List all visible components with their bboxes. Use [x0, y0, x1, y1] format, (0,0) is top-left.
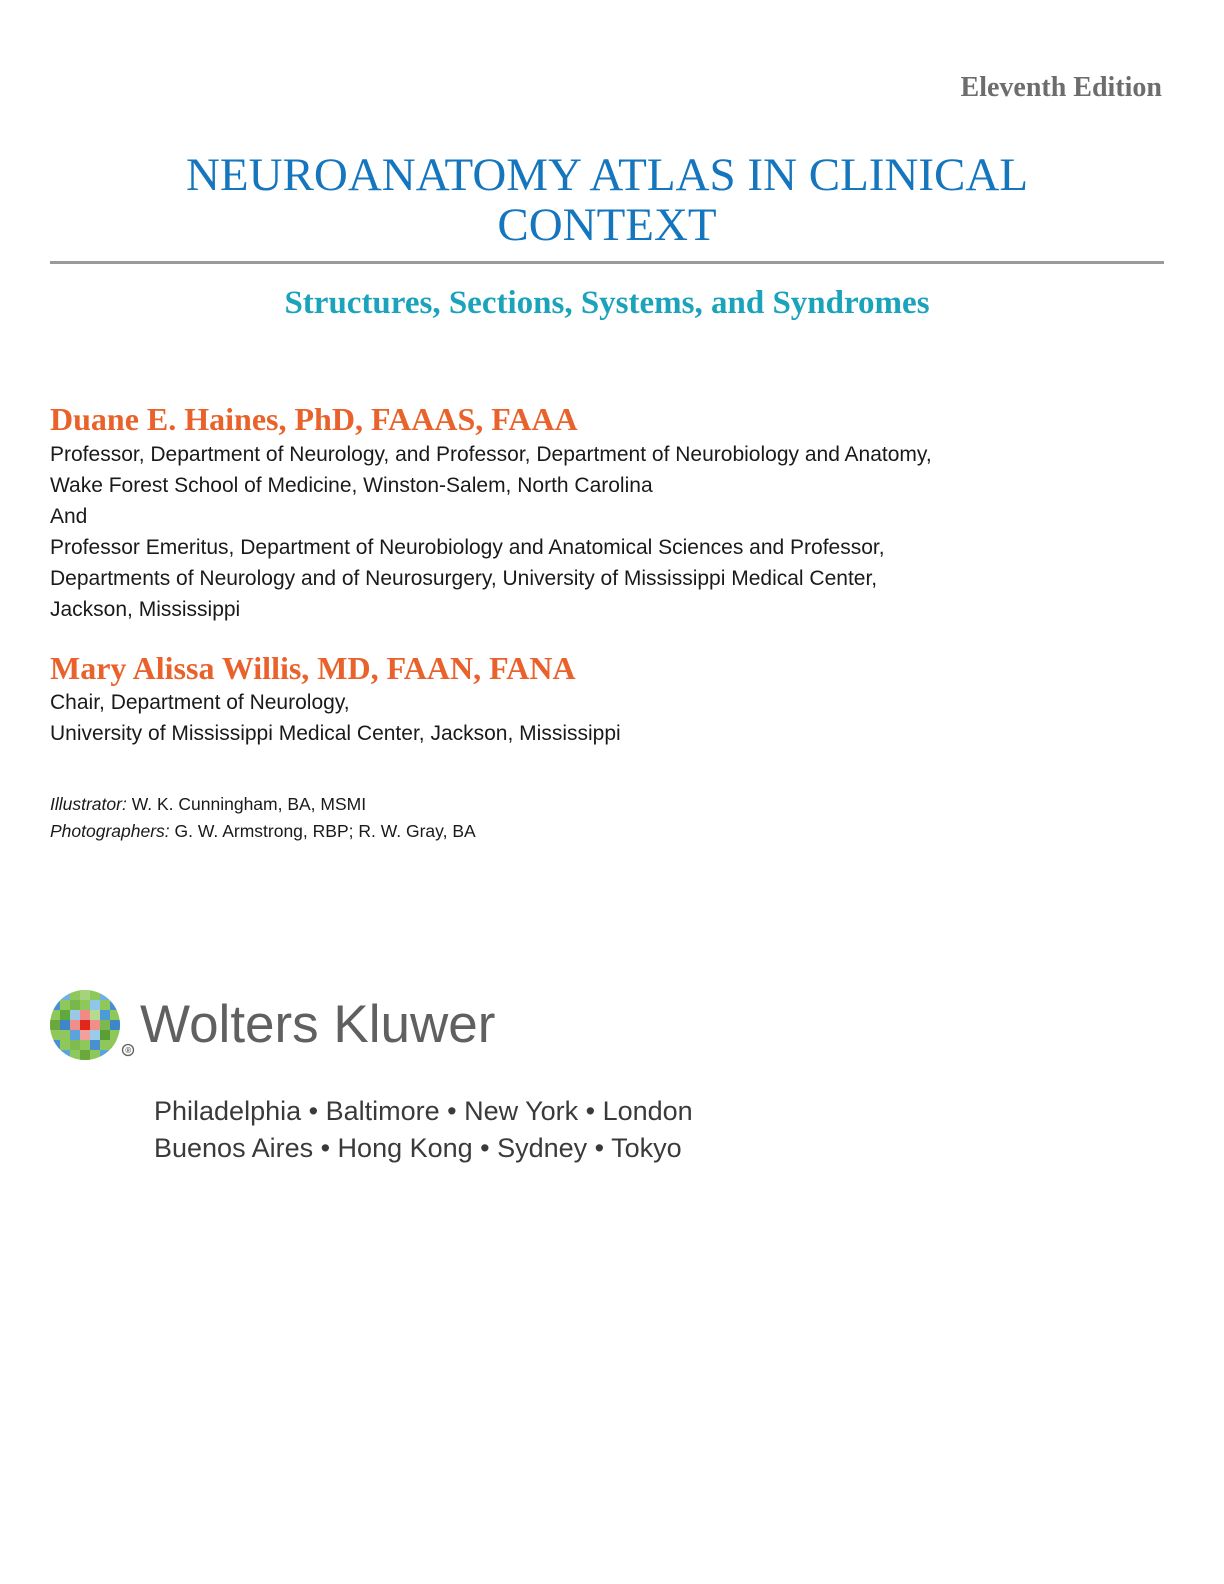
publisher-logo	[48, 988, 518, 1068]
book-title-line-2: CONTEXT	[497, 199, 717, 251]
affiliation-line: Professor, Department of Neurology, and Professor, Department of Neurobiology and Anatomy,	[50, 443, 932, 466]
photographers-credit	[50, 818, 476, 845]
publisher-wordmark: Wolters Kluwer	[140, 995, 496, 1054]
publisher-cities	[154, 1093, 693, 1167]
book-title	[50, 150, 1164, 250]
photographers-role: Photographers:	[50, 821, 170, 841]
author-name-2: Mary Alissa Willis, MD, FAAN, FANA	[50, 650, 576, 686]
illustrator-name: W. K. Cunningham, BA, MSMI	[131, 794, 367, 814]
book-title-line-1: NEUROANATOMY ATLAS IN CLINICAL	[185, 149, 1029, 201]
author-name-1: Duane E. Haines, PhD, FAAAS, FAAA	[50, 401, 578, 437]
title-divider	[50, 261, 1164, 264]
wolters-kluwer-logo-icon	[48, 988, 144, 1068]
cities-line-2: Buenos Aires • Hong Kong • Sydney • Tokyo	[154, 1133, 682, 1163]
author-affiliation-2	[50, 687, 1150, 749]
edition-label: Eleventh Edition	[960, 72, 1162, 103]
affiliation-line: And	[50, 505, 88, 528]
affiliation-line: Professor Emeritus, Department of Neurobiology and Anatomical Sciences and Professor,	[50, 536, 885, 559]
affiliation-line: Jackson, Mississippi	[50, 598, 241, 621]
credits	[50, 791, 476, 845]
affiliation-line: University of Mississippi Medical Center, Jackson, Mississippi	[50, 722, 621, 745]
photographers-names: G. W. Armstrong, RBP; R. W. Gray, BA	[174, 821, 476, 841]
book-subtitle: Structures, Sections, Systems, and Syndromes	[284, 285, 930, 321]
affiliation-line: Departments of Neurology and of Neurosurgery, University of Mississippi Medical Center,	[50, 567, 878, 590]
affiliation-line: Wake Forest School of Medicine, Winston-Salem, North Carolina	[50, 474, 653, 497]
affiliation-line: Chair, Department of Neurology,	[50, 691, 350, 714]
author-affiliation-1	[50, 439, 1150, 625]
cities-line-1: Philadelphia • Baltimore • New York • London	[154, 1096, 693, 1126]
illustrator-role: Illustrator:	[50, 794, 127, 814]
illustrator-credit	[50, 791, 476, 818]
registered-mark: ®	[125, 1046, 132, 1055]
